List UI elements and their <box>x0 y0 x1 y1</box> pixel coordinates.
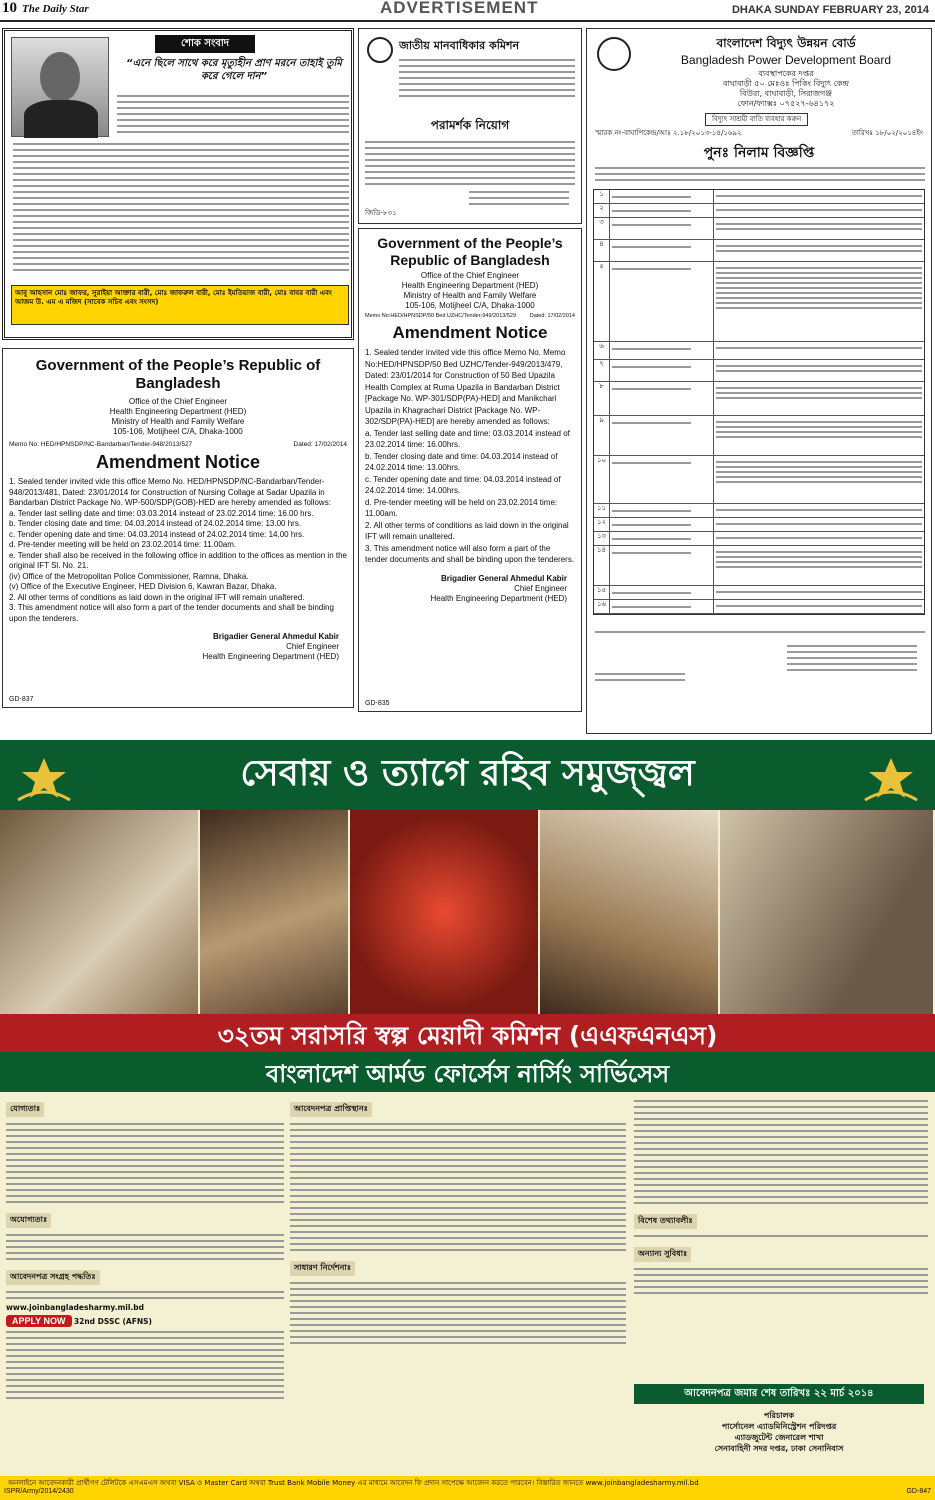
afns-title: বাংলাদেশ আর্মড ফোর্সেস নার্সিং সার্ভিসেস <box>265 1060 670 1088</box>
masthead: The Daily Star <box>22 3 89 15</box>
bpdb-place: বিউরা, বাঘাবাড়ী, সিরাজগঞ্জ <box>739 89 833 98</box>
table-row <box>594 518 924 532</box>
dssc-label: 32nd DSSC (AFNS) <box>73 1317 152 1326</box>
bpdb-title-en: Bangladesh Power Development Board <box>680 53 892 67</box>
table-row <box>594 456 924 504</box>
army-footer-bar: অনলাইনে আবেদনকারী প্রার্থীগণ টেলিটকে এসএমএস অথবা VISA ও Master Card অথবা Trust Bank Mobile Money এর মাধ্যমে আবেদন ফি প্রদান সাপেক্ষে আবেদন করতে পারবেন। বিস্তারিত জানতে www.joinbangladesharmy.mil.bd <box>0 1476 935 1500</box>
notice-2-p2: 2. All other terms of conditions as laid down in the original IFT will remain unaltered. <box>365 520 569 541</box>
nhrc-body <box>365 137 575 189</box>
army-website-link[interactable]: www.joinbangladesharmy.mil.bd <box>6 1303 144 1312</box>
special-info-heading: বিশেষ তথ্যাবলীঃ <box>634 1214 697 1229</box>
notice-2-signer-dept: Health Engineering Department (HED) <box>430 593 567 603</box>
row-number: ৮ <box>594 382 610 415</box>
row-number: ৩ <box>594 218 610 239</box>
page-header <box>0 0 935 22</box>
apply-now-button[interactable]: APPLY NOW <box>6 1315 72 1327</box>
notice-2-ministry: Ministry of Health and Family Welfare <box>403 291 537 300</box>
obituary-quote: “এনে ছিলে সাথে করে মৃত্যুহীন প্রাণ মরনে তাহাই তুমি করে গেলে দান” <box>126 58 342 82</box>
notice-1-title: Government of the People’s Republic of Bangladesh <box>35 357 321 392</box>
army-emblem-icon-right <box>861 754 921 804</box>
nhrc-notice-title: পরামর্শক নিয়োগ <box>430 118 510 132</box>
notice-1-signer-title: Chief Engineer <box>286 642 339 651</box>
bpdb-slogan: বিদ্যুৎ সাশ্রয়ী বাতি ব্যবহার করুন <box>705 113 808 126</box>
obituary-ad <box>2 28 354 340</box>
notice-2-c: c. Tender opening date and time: 04.03.2014 instead of 24.02.2014 time: 14.00hrs. <box>365 474 561 495</box>
row-number: ১৫ <box>594 586 610 599</box>
row-number: ১১ <box>594 504 610 517</box>
eligibility-heading: যোগ্যতাঃ <box>6 1102 44 1117</box>
notice-1-c: c. Tender opening date and time: 04.03.2014 instead of 24.02.2014 time: 14.00 hrs. <box>9 529 305 539</box>
afns-banner <box>0 1052 935 1092</box>
row-number: ৪ <box>594 240 610 261</box>
nhrc-gd: জিডি-৮৩১ <box>365 209 397 217</box>
row-number: ৯ <box>594 416 610 455</box>
notice-1-signer-dept: Health Engineering Department (HED) <box>202 652 339 661</box>
nhrc-signature <box>469 187 569 209</box>
army-headline: সেবায় ও ত্যাগে রহিব সমুজ্জ্বল <box>240 753 695 794</box>
ineligible-heading: অযোগ্যতাঃ <box>6 1213 51 1228</box>
directorate-line-1: পরিচালক <box>763 1411 795 1420</box>
notice-1-p3: 3. This amendment notice will also form a part of the tender documents and shall be binding upon the tenderers. <box>9 603 334 623</box>
notice-2-memo: Memo No:HED/HPNSDP/50 Bed UZHC/Tender-949/2013/529 <box>365 313 517 319</box>
bpdb-title-bn: বাংলাদেশ বিদ্যুৎ উন্নয়ন বোর্ড <box>716 36 856 50</box>
bpdb-auction-table <box>593 189 925 615</box>
table-row <box>594 382 924 416</box>
table-row <box>594 240 924 262</box>
notice-1-p1: 1. Sealed tender invited vide this office Memo No. HED/HPNSDP/NC-Bandarban/Tender-948/2013/481, Dated: 23/01/2014 for Construction of Nursing Collage at Sadar Upazila in Bandarban District Package No. WP-500/SDP(GOB)-HED are hereby amended as follows: <box>9 477 331 507</box>
row-number: ২ <box>594 204 610 217</box>
bpdb-intro <box>595 163 925 185</box>
notice-1-heading: Amendment Notice <box>95 452 261 472</box>
notice-1-gd: GD-837 <box>9 696 34 703</box>
table-row <box>594 416 924 456</box>
notice-2-signer: Brigadier General Ahmedul Kabir <box>441 573 567 583</box>
directorate-line-3: এ্যাডজুটেন্ট জেনারেল শাখা <box>734 1433 824 1442</box>
bpdb-phone: ফোন/ফ্যাক্সঃ ০৭৫২৭-৬৪১৭২ <box>737 99 835 108</box>
commission-title: ৩২তম সরাসরি স্বল্প মেয়াদী কমিশন (এএফএনএস) <box>217 1021 718 1050</box>
bpdb-note <box>595 627 925 637</box>
apply-method-heading: আবেদনপত্র সংগ্রহ পদ্ধতিঃ <box>6 1270 100 1285</box>
notice-1-ministry: Ministry of Health and Family Welfare <box>111 417 245 426</box>
notice-2-heading: Amendment Notice <box>392 323 548 342</box>
portrait-photo <box>11 37 109 137</box>
bpdb-plant: বাঘাবাড়ী ৫০ মেঃওঃ পিকিং বিদ্যুৎ কেন্দ্র <box>723 79 849 88</box>
bpdb-footer-ref <box>595 669 685 685</box>
notice-1-b: b. Tender closing date and time: 04.03.2014 instead of 24.02.2014 time: 13.00 hrs. <box>9 519 302 528</box>
notice-2-a: a. Tender last selling date and time: 03.03.2014 instead of 23.02.2014 time: 16.00hrs. <box>365 428 570 449</box>
table-row <box>594 218 924 240</box>
table-row <box>594 586 924 600</box>
page-number: 10 <box>2 0 17 16</box>
bpdb-ref: স্মারক নং-বাঘাপিকেন্দ্র/আঃ ২.১৮/২০১৩-১৪/১৬৯২ <box>595 129 742 137</box>
notice-1-e: e. Tender shall also be received in the following office in addition to the offices as mention in the original IFT Sl. No. 21. <box>9 550 347 570</box>
commission-banner <box>0 1014 935 1052</box>
nhrc-address <box>399 55 575 101</box>
directorate-line-2: পার্সোনেল এ্যাডমিনিস্ট্রেশন পরিদপ্তর <box>721 1422 837 1431</box>
amendment-notice-1 <box>2 348 354 708</box>
notice-2-address: 105-106, Motijheel C/A, Dhaka-1000 <box>405 301 535 310</box>
notice-2-p1: 1. Sealed tender invited vide this office Memo No. Memo No:HED/HPNSDP/50 Bed UZHC/Tender-949/2013/479, Dated: 23/01/2014 for Construction of 50 Bed Upazila Health Complex at Ruma Upazila in Bandarban District [Package No. WP-301/SDP(PA)-HED] and Manikchari Upazila in Khagrachari District [Package No. WP-302/SDP(PA)-HED] are hereby amended as follows: <box>365 348 566 426</box>
row-number: ৬ <box>594 342 610 359</box>
notice-1-signer: Brigadier General Ahmedul Kabir <box>213 632 339 641</box>
row-number: ১৬ <box>594 600 610 613</box>
bpdb-logo-icon <box>597 37 631 71</box>
obituary-text-body <box>13 139 349 275</box>
notice-1-office: Office of the Chief Engineer <box>128 397 228 406</box>
table-row <box>594 190 924 204</box>
table-row <box>594 262 924 342</box>
row-number: ৭ <box>594 360 610 381</box>
bpdb-signature <box>787 641 917 675</box>
nhrc-title: জাতীয় মানবাধিকার কমিশন <box>399 39 520 52</box>
section-label: ADVERTISEMENT <box>380 0 539 17</box>
row-number: ১০ <box>594 456 610 503</box>
army-nursing-ad <box>0 740 935 1500</box>
notice-1-p2: 2. All other terms of conditions as laid down in the original IFT will remain unaltered. <box>9 592 305 602</box>
nursing-photo-collage <box>0 810 935 1014</box>
notice-1-address: 105-106, Motijheel C/A, Dhaka-1000 <box>113 427 243 436</box>
obituary-signatories: আবু আহসান মোঃ জাফর, সুরাইয়া আক্তার বারী, মোঃ জাফরুল বারী, মোঃ ইমতিয়াজ বারী, মোঃ বাবর বারী এবং আজম উ. এম এ মজিদ (সাবেক সচিব এবং সংসদ) <box>11 285 349 325</box>
notice-2-signer-title: Chief Engineer <box>514 583 567 593</box>
notice-1-a: a. Tender last selling date and time: 03.03.2014 instead of 23.02.2014 time: 16.00 hrs. <box>9 508 314 518</box>
notice-2-gd: GD-835 <box>365 700 390 707</box>
bpdb-ad <box>586 28 932 734</box>
eligibility-column <box>6 1096 284 1476</box>
obituary-text-top <box>117 91 349 137</box>
notice-1-e5: (v) Office of the Executive Engineer, HED Division 6, Kawran Bazar, Dhaka. <box>9 582 277 591</box>
row-number: ১২ <box>594 518 610 531</box>
notice-1-memo: Memo No: HED/HPNSDP/NC-Bandarban/Tender-948/2013/527 <box>9 441 193 448</box>
other-benefits-heading: অন্যান্য সুবিধাঃ <box>634 1247 691 1262</box>
army-headline-band <box>0 740 935 810</box>
nhrc-logo-icon <box>367 37 393 63</box>
notice-1-d: d. Pre-tender meeting will be held on 23.02.2014 time: 11.00am. <box>9 540 237 549</box>
notice-2-office: Office of the Chief Engineer <box>420 271 520 280</box>
row-number: ১৩ <box>594 532 610 545</box>
row-number: ১৪ <box>594 546 610 585</box>
row-number: ১ <box>594 190 610 203</box>
table-row <box>594 360 924 382</box>
nhrc-ad <box>358 28 582 224</box>
obituary-title: শোক সংবাদ <box>155 35 255 53</box>
table-row <box>594 342 924 360</box>
notice-1-dept: Health Engineering Department (HED) <box>109 407 247 416</box>
deadline-banner: আবেদনপত্র জমার শেষ তারিখঃ ২২ মার্চ ২০১৪ <box>634 1384 924 1404</box>
application-column <box>290 1096 626 1476</box>
notice-2-dated: Dated: 17/02/2014 <box>529 313 575 319</box>
amendment-notice-2 <box>358 228 582 712</box>
notice-1-dated: Dated: 17/02/2014 <box>293 441 347 448</box>
table-row <box>594 504 924 518</box>
receipt-heading: আবেদনপত্র প্রাপ্তিস্থানঃ <box>290 1102 372 1117</box>
notice-2-p3: 3. This amendment notice will also form a part of the tender documents and shall be binding upon the tenderers. <box>365 543 575 564</box>
notice-1-e4: (iv) Office of the Metropolitan Police Commissioner, Ramna, Dhaka. <box>9 571 249 581</box>
general-instructions-heading: সাধারণ নির্দেশনাঃ <box>290 1261 355 1276</box>
row-number: ৫ <box>594 262 610 341</box>
notice-2-title: Government of the People’s Republic of Bangladesh <box>377 235 563 268</box>
table-row <box>594 532 924 546</box>
table-row <box>594 546 924 586</box>
table-row <box>594 204 924 218</box>
dateline: DHAKA SUNDAY FEBRUARY 23, 2014 <box>731 4 929 16</box>
bpdb-office: ব্যবস্থাপকের দপ্তর <box>758 69 814 78</box>
notice-2-b: b. Tender closing date and time: 04.03.2014 instead of 24.02.2014 time: 13.00hrs. <box>365 451 558 472</box>
ispr-ref: ISPR/Army/2014/2430 <box>4 1488 74 1495</box>
table-row <box>594 600 924 614</box>
notice-2-d: d. Pre-tender meeting will be held on 23.02.2014 time: 11.00am. <box>365 497 558 518</box>
army-gd: GD-847 <box>906 1488 931 1495</box>
notice-2-dept: Health Engineering Department (HED) <box>401 281 539 290</box>
bpdb-notice-title: পুনঃ নিলাম বিজ্ঞপ্তি <box>703 145 815 161</box>
directorate-line-4: সেনাবাহিনী সদর দপ্তর, ঢাকা সেনানিবাস <box>714 1444 844 1453</box>
bpdb-date: তারিখঃ ১৮/০২/২০১৪ইং <box>851 129 923 137</box>
directorate-block <box>634 1410 924 1454</box>
